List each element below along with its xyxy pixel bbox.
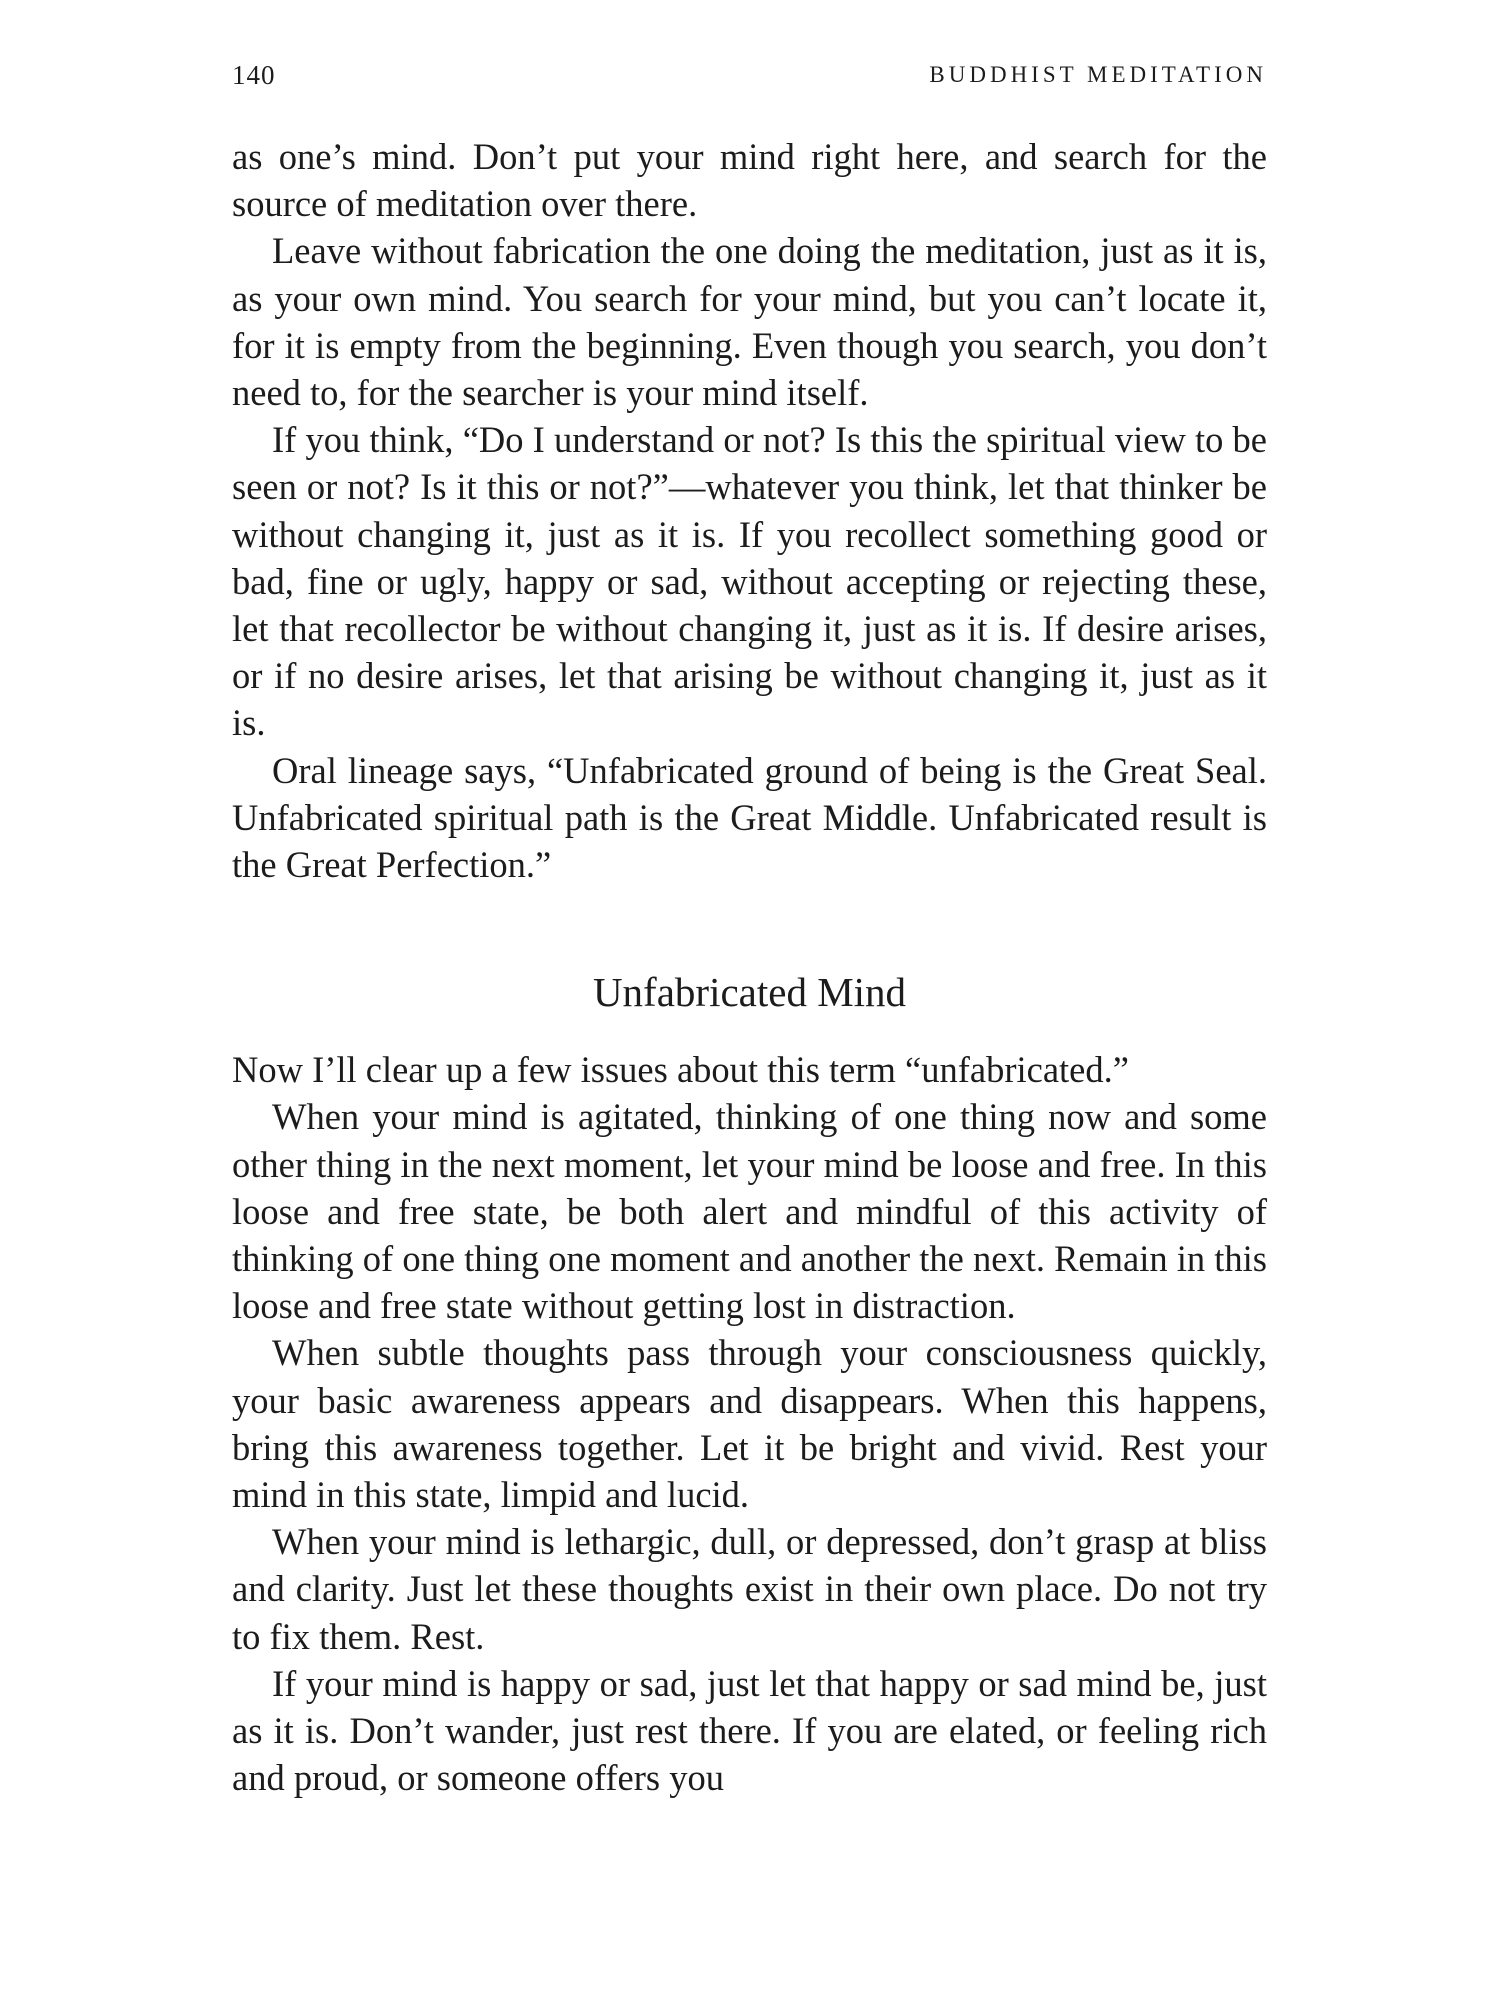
section-heading: Unfabricated Mind [592,969,907,1016]
book-page [232,0,1267,2000]
paragraph-continuation: as one’s mind. Don’t put your mind right here, and search for the source of meditation over there. [232,136,1267,225]
page-number: 140 [232,60,276,90]
running-title: BUDDHIST MEDITATION [929,62,1267,87]
paragraph: When subtle thoughts pass through your consciousness quickly, your basic awareness appears and disappears. When this happens, bring this awareness together. Let it be bright and vivid. Rest your mind in this state, limpid and lucid. [232,1332,1267,1516]
paragraph: If you think, “Do I understand or not? Is this the spiritual view to be seen or not? Is it this or not?”—whatever you think, let that thinker be without changing it, just as it is. If you recollect something good or bad, fine or ugly, happy or sad, without accepting or rejecting these, let that recollector be without changing it, just as it is. If desire arises, or if no desire arises, let that arising be without changing it, just as it is. [232,419,1267,744]
body-text [232,133,1267,1802]
paragraph: When your mind is lethargic, dull, or depressed, don’t grasp at bliss and clarity. Just let these thoughts exist in their own place. Do not try to fix them. Rest. [232,1521,1267,1657]
paragraph: If your mind is happy or sad, just let that happy or sad mind be, just as it is. Don’t wander, just rest there. If you are elated, or feeling rich and proud, or someone offers you [232,1662,1267,1799]
paragraph: When your mind is agitated, thinking of one thing now and some other thing in the next moment, let your mind be loose and free. In this loose and free state, be both alert and mindful of this activity of thinking of one thing one moment and another the next. Remain in this loose and free state without getting lost in distraction. [232,1096,1267,1327]
paragraph-first: Now I’ll clear up a few issues about this term “unfabricated.” [232,1049,1129,1091]
paragraph: Leave without fabrication the one doing the meditation, just as it is, as your own mind. You search for your mind, but you can’t locate it, for it is empty from the beginning. Even though you search, you don’t need to, for the searcher is your mind itself. [232,230,1267,414]
running-head [232,60,1267,96]
paragraph: Oral lineage says, “Unfabricated ground of being is the Great Seal. Unfabricated spiritual path is the Great Middle. Unfabricated result is the Great Perfection.” [232,749,1267,886]
